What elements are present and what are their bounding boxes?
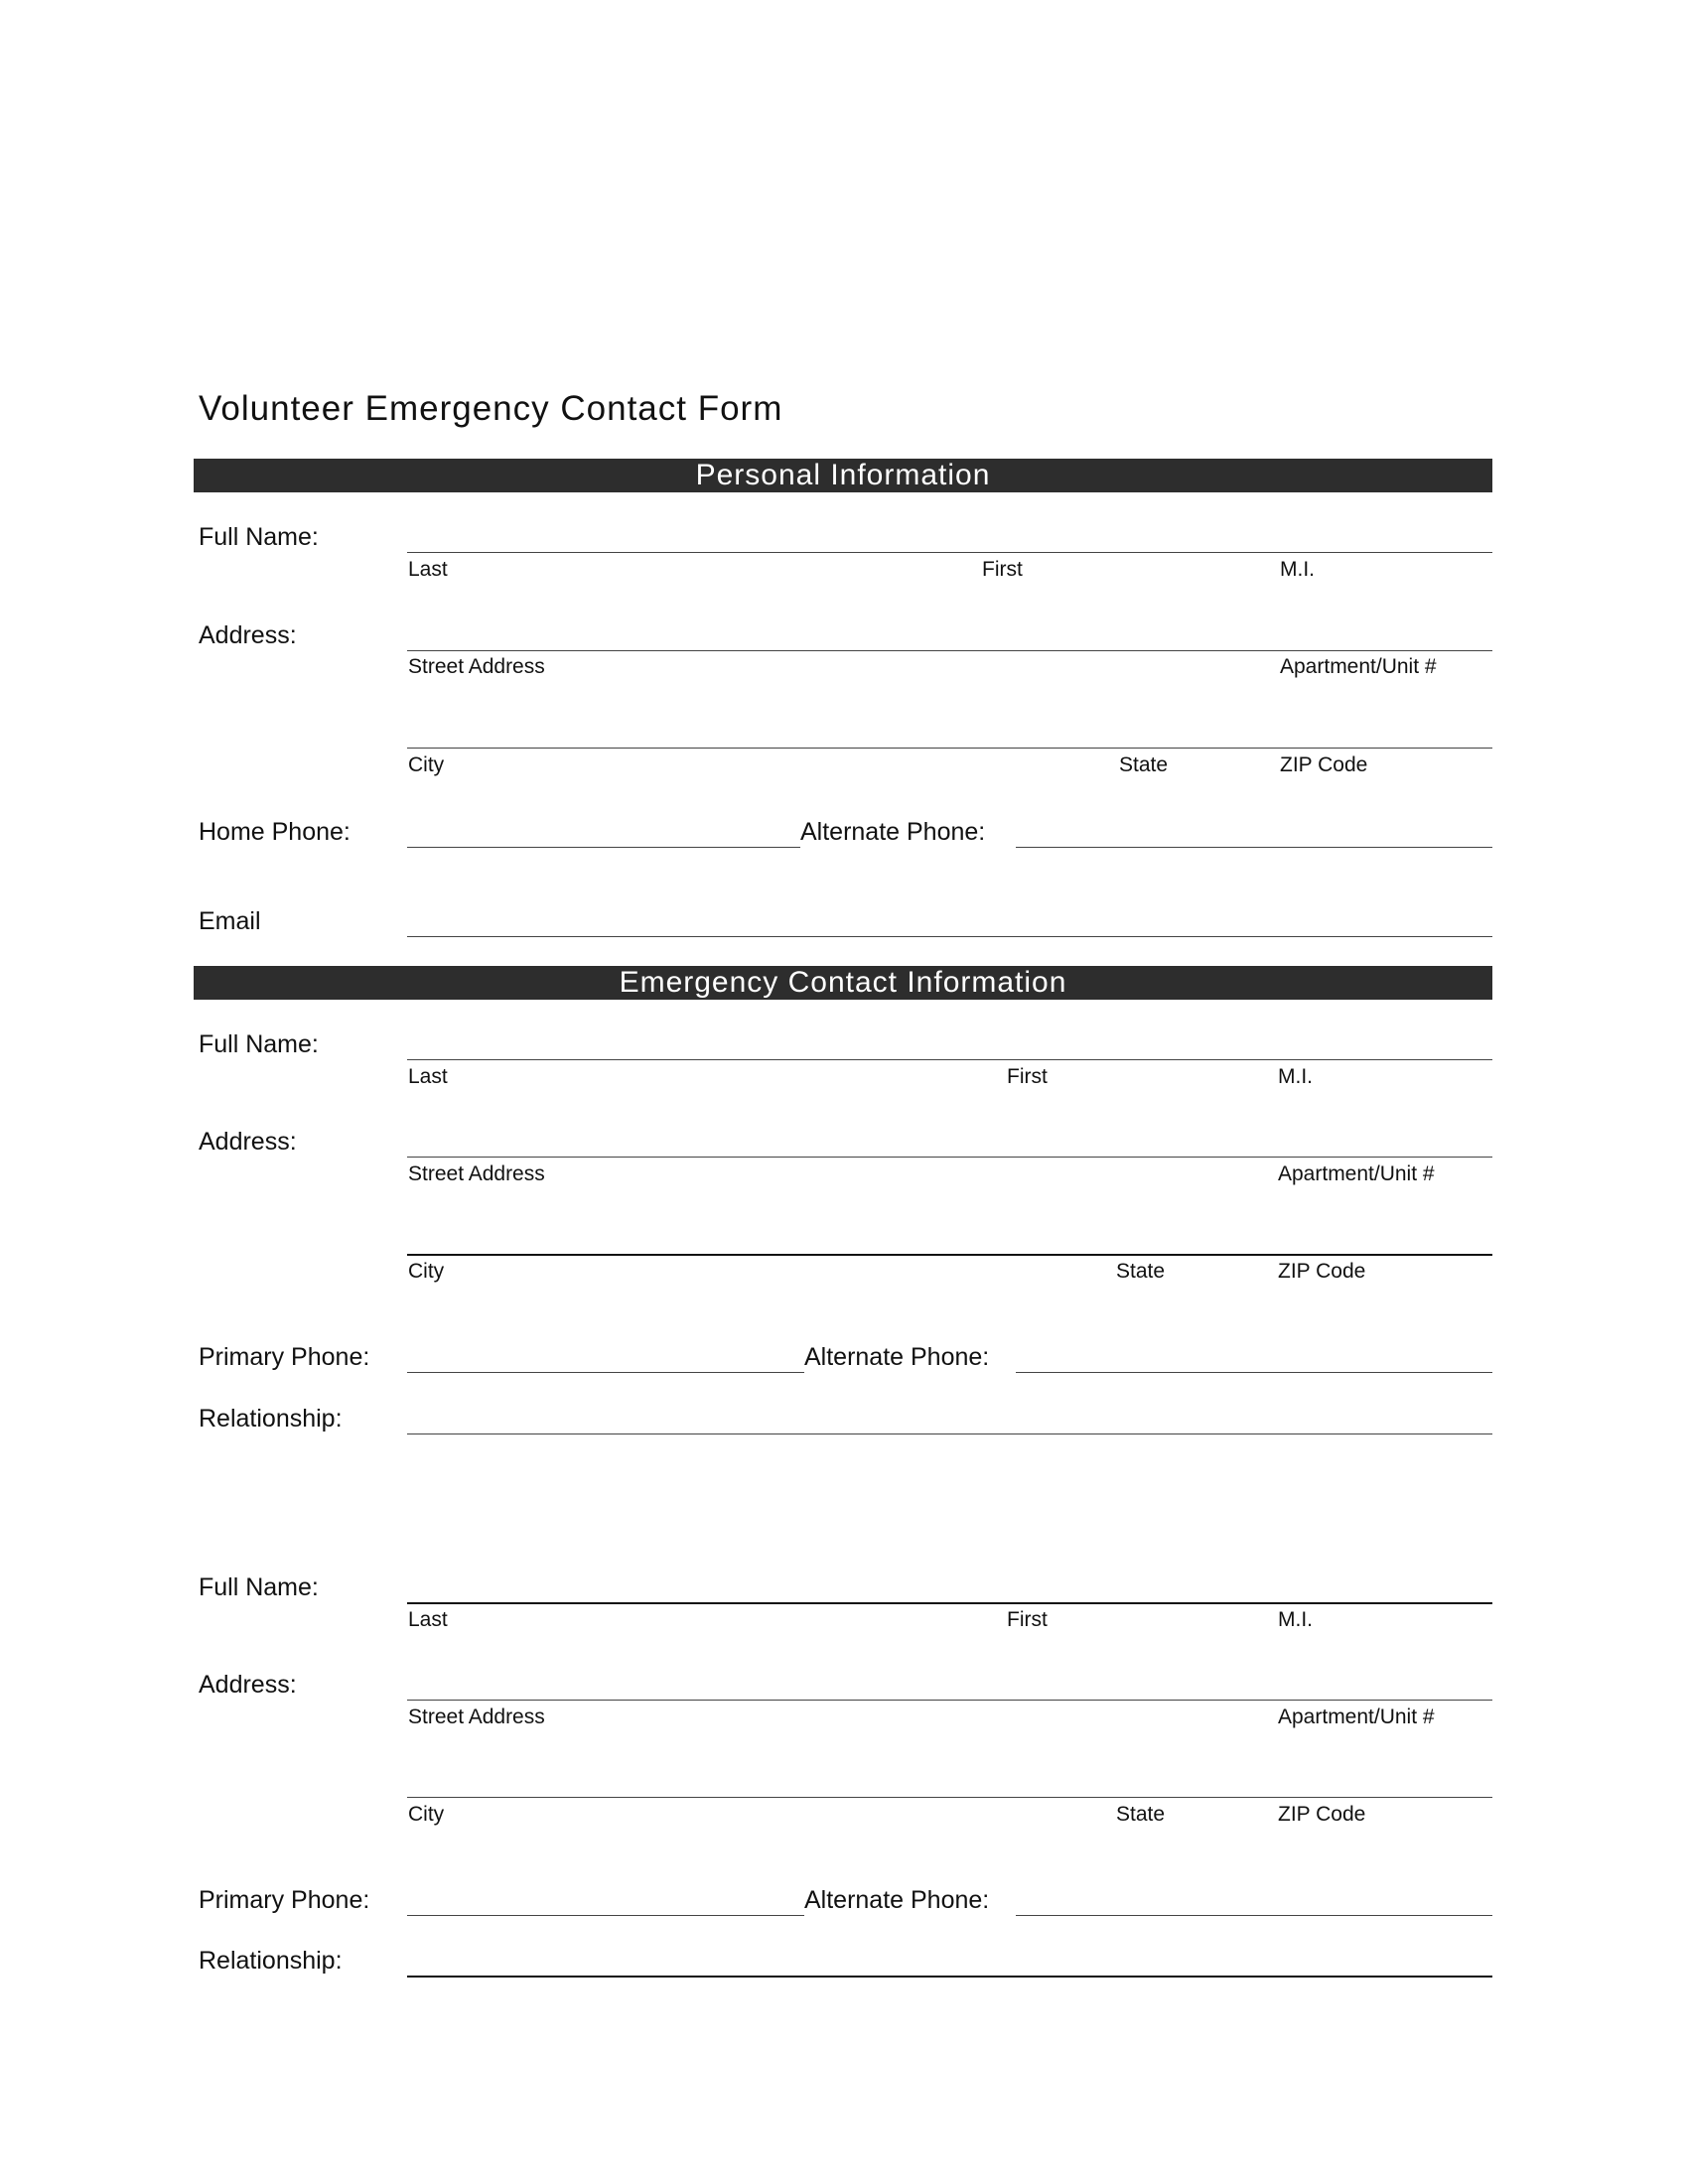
contact2-first-caption: First bbox=[1007, 1608, 1048, 1631]
form-title: Volunteer Emergency Contact Form bbox=[199, 389, 783, 428]
contact2-relationship-label: Relationship: bbox=[199, 1947, 343, 1975]
contact1-relationship-line[interactable] bbox=[407, 1433, 1492, 1434]
home-phone-label: Home Phone: bbox=[199, 818, 351, 846]
contact1-alternate-phone-line[interactable] bbox=[1016, 1372, 1492, 1373]
contact2-zip-caption: ZIP Code bbox=[1278, 1803, 1366, 1826]
personal-full-name-label: Full Name: bbox=[199, 523, 319, 551]
contact2-alternate-phone-line[interactable] bbox=[1016, 1915, 1492, 1916]
personal-alternate-phone-line[interactable] bbox=[1016, 847, 1492, 848]
contact1-mi-caption: M.I. bbox=[1278, 1065, 1313, 1088]
email-line[interactable] bbox=[407, 936, 1492, 937]
personal-mi-caption: M.I. bbox=[1280, 558, 1315, 581]
personal-first-caption: First bbox=[982, 558, 1023, 581]
contact1-alternate-phone-label: Alternate Phone: bbox=[804, 1343, 990, 1371]
contact1-relationship-label: Relationship: bbox=[199, 1405, 343, 1433]
contact1-full-name-label: Full Name: bbox=[199, 1030, 319, 1058]
contact1-address-label: Address: bbox=[199, 1128, 297, 1156]
personal-alternate-phone-label: Alternate Phone: bbox=[800, 818, 986, 846]
personal-address-label: Address: bbox=[199, 621, 297, 649]
contact2-mi-caption: M.I. bbox=[1278, 1608, 1313, 1631]
contact1-primary-phone-label: Primary Phone: bbox=[199, 1343, 370, 1371]
personal-city-caption: City bbox=[408, 753, 445, 776]
contact1-apt-caption: Apartment/Unit # bbox=[1278, 1162, 1435, 1185]
contact2-primary-phone-label: Primary Phone: bbox=[199, 1886, 370, 1914]
personal-information-banner: Personal Information bbox=[194, 459, 1492, 492]
contact2-city-line[interactable] bbox=[407, 1797, 1492, 1798]
contact1-zip-caption: ZIP Code bbox=[1278, 1260, 1366, 1283]
contact2-full-name-line[interactable] bbox=[407, 1602, 1492, 1604]
contact1-street-caption: Street Address bbox=[408, 1162, 545, 1185]
contact1-city-line[interactable] bbox=[407, 1254, 1492, 1256]
emergency-contact-banner: Emergency Contact Information bbox=[194, 966, 1492, 1000]
personal-street-line[interactable] bbox=[407, 650, 1492, 651]
contact2-primary-phone-line[interactable] bbox=[407, 1915, 804, 1916]
personal-street-caption: Street Address bbox=[408, 655, 545, 678]
email-label: Email bbox=[199, 907, 261, 935]
contact2-address-label: Address: bbox=[199, 1671, 297, 1699]
contact2-alternate-phone-label: Alternate Phone: bbox=[804, 1886, 990, 1914]
personal-city-line[interactable] bbox=[407, 748, 1492, 749]
contact1-primary-phone-line[interactable] bbox=[407, 1372, 804, 1373]
personal-apt-caption: Apartment/Unit # bbox=[1280, 655, 1437, 678]
contact1-full-name-line[interactable] bbox=[407, 1059, 1492, 1060]
contact2-relationship-line[interactable] bbox=[407, 1976, 1492, 1978]
personal-full-name-line[interactable] bbox=[407, 552, 1492, 553]
contact2-street-line[interactable] bbox=[407, 1700, 1492, 1701]
contact1-first-caption: First bbox=[1007, 1065, 1048, 1088]
contact2-last-caption: Last bbox=[408, 1608, 448, 1631]
contact2-city-caption: City bbox=[408, 1803, 445, 1826]
contact1-state-caption: State bbox=[1116, 1260, 1166, 1283]
personal-state-caption: State bbox=[1119, 753, 1169, 776]
personal-zip-caption: ZIP Code bbox=[1280, 753, 1368, 776]
contact2-apt-caption: Apartment/Unit # bbox=[1278, 1706, 1435, 1728]
contact2-street-caption: Street Address bbox=[408, 1706, 545, 1728]
contact2-full-name-label: Full Name: bbox=[199, 1573, 319, 1601]
personal-last-caption: Last bbox=[408, 558, 448, 581]
contact1-city-caption: City bbox=[408, 1260, 445, 1283]
contact1-street-line[interactable] bbox=[407, 1157, 1492, 1158]
home-phone-line[interactable] bbox=[407, 847, 800, 848]
contact1-last-caption: Last bbox=[408, 1065, 448, 1088]
contact2-state-caption: State bbox=[1116, 1803, 1166, 1826]
